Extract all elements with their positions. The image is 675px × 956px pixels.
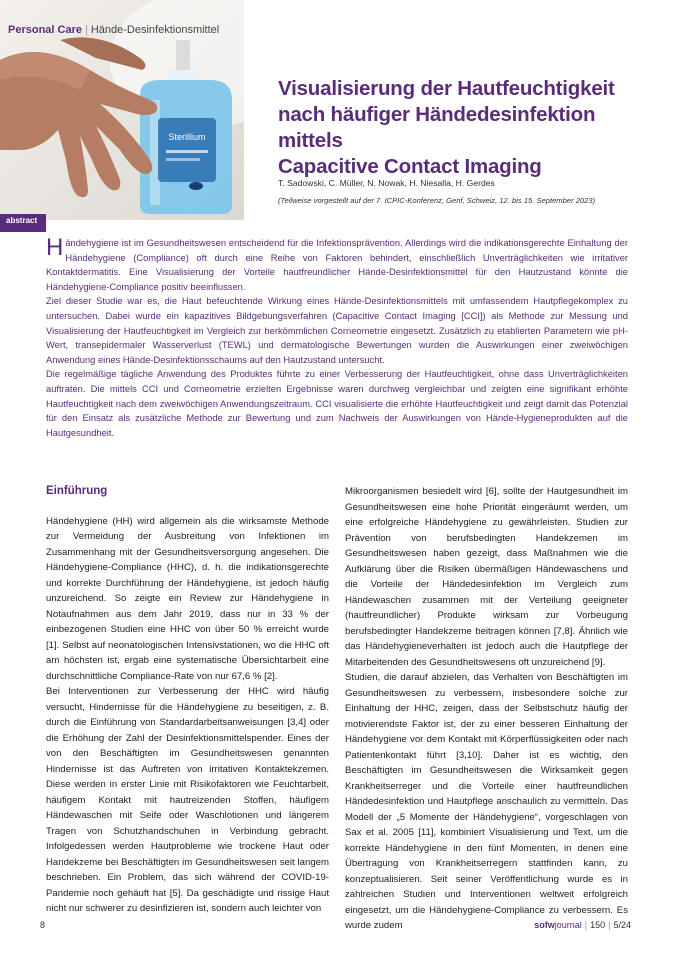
abstract-paragraph: Ziel dieser Studie war es, die Haut befeuchtende Wirkung eines Hände-Desinfektionsmittels mit umfassendem Hautpflegekomplex zu untersuchen. Dabei wurde ein kapazitives Bildgebungsverfahren (Capacitive Contact Imaging [CCI]) als Methode zur Messung und Visualisierung der Hautfeuchtigkeit im Vergleich zur herkömmlichen Corneometrie eingesetzt. Zusätzlich zu etablierten Parametern wie pH-Wert, transepidermaler Wasserverlust (TEWL) und dermatologische Bewertungen wurden die Auswirkungen einer zweiwöchigen Anwendung eines Hände-Desinfektionsschaums auf den Hautzustand untersucht.: [46, 296, 628, 365]
pump-neck: [176, 40, 190, 74]
journal-date: 5/24: [613, 920, 631, 930]
abstract-paragraph: Die regelmäßige tägliche Anwendung des Produktes führte zu einer Verbesserung der Hautfeuchtigkeit, ohne dass Unverträglichkeiten auftraten. Die mittels CCI und Corneometrie erzielten Ergebnisse waren durchweg vergleichbar und zeigten eine signifikant erhöhte Hautfeuchtigkeit nach dem zweiwöchigen Anwendungszeitraum. CCI visualisierte die erhöhte Hautfeuchtigkeit und zeigt damit das Potenzial für den Einsatz als zusätzliche Methode zur Bewertung und zum Nachweis der Auswirkungen von Hände-Hygieneprodukten auf die Hautgesundheit.: [46, 369, 628, 438]
body-column-left: [46, 484, 329, 917]
page-number: 8: [40, 920, 46, 930]
abstract-tab: abstract: [0, 214, 46, 232]
journal-brand-a: sofw: [534, 920, 555, 930]
conference-note: (Teilweise vorgestellt auf der 7. ICPIC-Konferenz, Genf, Schweiz, 12. bis 15. September 2023): [278, 196, 596, 205]
authors: T. Sadowski, C. Müller, N. Nowak, H. Niesalla, H. Gerdes: [278, 178, 495, 188]
section-tag: [8, 24, 219, 36]
bottle-label-text: Sterillium: [168, 132, 206, 142]
body-paragraph: Bei Interventionen zur Verbesserung der HHC wird häufig versucht, Hindernisse für die Händehygiene zu beseitigen, z. B. durch die Einführung von Standardarbeitsanweisungen [3,4] oder die Erhöhung der Zahl der Desinfektionsmittelspender. Eines der von den Beschäftigten im Gesundheitswesen genannten Hindernisse ist das Auftreten von irritativen Kontaktekzemen. Diese werden in erster Linie mit Risikofaktoren wie Feuchtarbeit, häufigem Kontakt mit hautreizenden Stoffen, häufigem Händewaschen mit Seife oder Waschlotionen und längerem Tragen von Schutzhandschuhen in Verbindung gebracht. Infolgedessen werden Hautprobleme wie trockene Haut oder Handekzeme bei Beschäftigten im Gesundheitswesen seit langem beschrieben. Ein Problem, das sich während der COVID-19-Pandemie noch gehäuft hat [5]. Da geschädigte und rissige Haut nicht nur schwerer zu desinfizieren ist, sondern auch leichter von: [46, 686, 329, 914]
abstract-paragraph: [46, 236, 628, 294]
dropcap: H: [46, 234, 64, 261]
section-heading: Einführung: [46, 485, 108, 497]
body-paragraph: Studien, die darauf abzielen, das Verhalten von Beschäftigten im Gesundheitswesen zu verbessern, insbesondere solche zur Einhaltung der HHC, zeigen, dass der Selbstschutz häufig der motivierendste Faktor ist, der zu einer besseren Einhaltung der Händehygiene vor dem Kontakt mit Körperflüssigkeiten oder nach Patientenkontakt führt [3,10]. Daher ist es wichtig, den Beschäftigten im Gesundheitswesen die Wirksamkeit gegen Krankheitserreger und die Vorteile einer hautfreundlichen Händedesinfektion und Hautpflege anschaulich zu vermitteln. Das Modell der „5 Momente der Händehygiene“, vorgeschlagen von Sax et al. 2005 [11], kombiniert Visualisierung und Text, um die korrekte Händehygiene in den fünf Momenten, in denen eine Übertragung von Krankheitserregern stattfinden kann, zu konzeptualisieren. Seit seiner Veröffentlichung wurde es in zahlreichen Studien und Interventionen weltweit erfolgreich eingesetzt, um die Händehygiene-Compliance zu verbessern. Es wurde zudem: [345, 672, 628, 931]
journal-brand-b: journal: [554, 920, 582, 930]
body-column-right: [345, 484, 628, 934]
hero-photo: [0, 0, 244, 220]
section-separator: |: [84, 24, 88, 36]
subsection-label: Hände-Desinfektionsmittel: [90, 24, 220, 36]
section-label: Personal Care: [8, 24, 82, 36]
journal-issue: 150: [590, 920, 606, 930]
title-line-1: Visualisierung der Hautfeuchtigkeit: [278, 77, 615, 100]
journal-footer: sofwjournal | 150 | 5/24: [534, 920, 631, 930]
body-paragraph: Händehygiene (HH) wird allgemein als die wirksamste Methode zur Vermeidung der Ausbreitung von Infektionen im Zusammenhang mit der Gesundheitsversorgung angesehen. Die Händehygiene-Compliance (HHC), d. h. die indikationsgerechte und korrekte Durchführung der Händehygiene, ist jedoch häufig unzureichend. So zeigte ein Review zur Händehygiene in Notaufnahmen aus dem Jahr 2019, dass nur in 33 % der einbezogenen Studien eine HHC von über 50 % erreicht wurde [1]. Selbst auf neonatologischen Intensivstationen, wo die HHC oft am höchsten ist, ergab eine systematische Übersichtarbeit eine durchschnittliche Compliance-Rate von nur 67,6 % [2].: [46, 515, 329, 682]
body-paragraph: Mikroorganismen besiedelt wird [6], sollte der Hautgesundheit im Gesundheitswesen eine hohe Priorität eingeräumt werden, um eine erfolgreiche Händehygiene zu gewährleisten. Studien zur Prävention von berufsbedingten Handekzemen im Gesundheitswesen haben gezeigt, dass Maßnahmen wie die Aufklärung über die Risiken übermäßigen Händewaschens und die Vorteile der Händedesinfektion im Vergleich zum Händewaschen zusammen mit der Verteilung geeigneter (hautfreundlicher) Produkte wirksam zur Vorbeugung berufsbedingter Handekzeme beitragen können [7,8]. Ähnlich wie das Händehygieneverhalten ist jedoch auch die Hautpflege der Mitarbeitenden des Gesundheitswesens oft unzureichend [9].: [345, 486, 628, 668]
title-line-2: nach häufiger Händedesinfektion mittels: [278, 103, 596, 152]
title-line-3: Capacitive Contact Imaging: [278, 155, 542, 178]
abstract-paragraph-text: ändehygiene ist im Gesundheitswesen entscheidend für die Infektionsprävention. Allerdings wird die indikationsgerechte Einhaltung der Händehygiene (Compliance) oft durch eine Reihe von Faktoren behindert, einschließlich Unverträglichkeiten wie irritativer Kontaktdermatitis. Eine Visualisierung der Vorteile hautfreundlicher Hände-Desinfektionsmittel für den Hautzustand könnte die Händehygiene-Compliance positiv beeinflussen.: [46, 238, 628, 292]
abstract: [46, 236, 628, 440]
article-title: [278, 76, 658, 180]
